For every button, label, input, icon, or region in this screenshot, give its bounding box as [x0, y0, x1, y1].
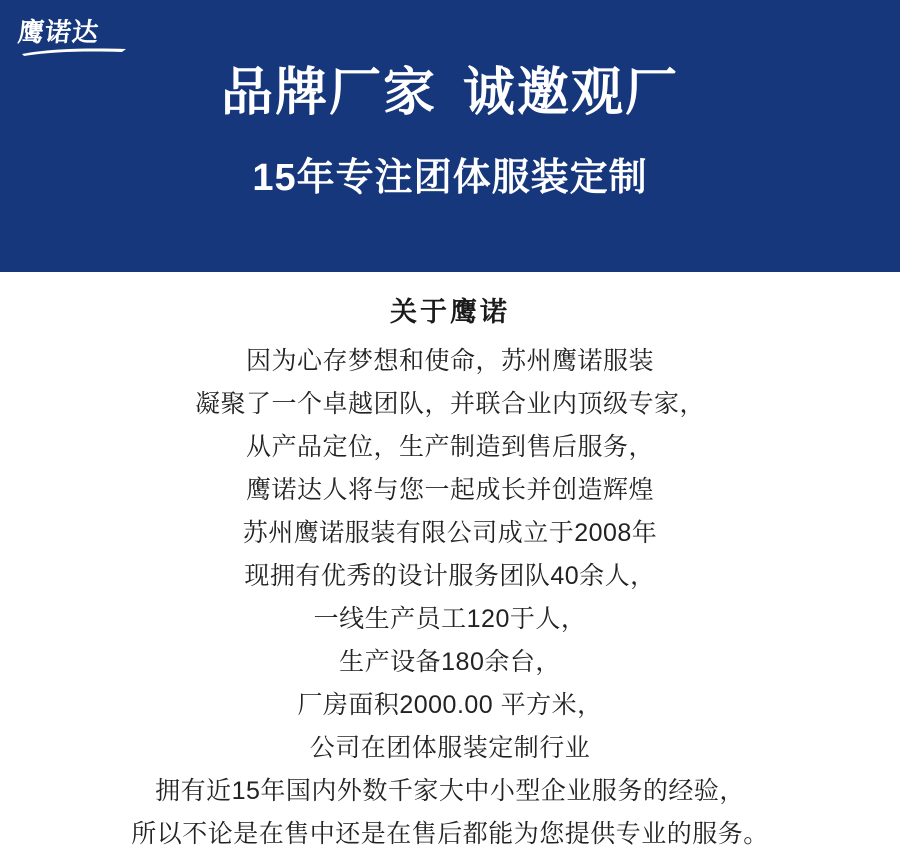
about-line: 鹰诺达人将与您一起成长并创造辉煌	[245, 476, 654, 504]
about-line: 从产品定位，生产制造到售后服务，	[245, 433, 654, 461]
about-line: 所以不论是在售中还是在售后都能为您提供专业的服务。	[131, 820, 769, 848]
about-line: 现拥有优秀的设计服务团队40余人，	[244, 562, 656, 590]
banner-title-part2: 诚邀观厂	[463, 64, 680, 122]
banner-subtitle: 15年专注团体服装定制	[252, 157, 648, 199]
about-body	[0, 340, 900, 856]
banner-title	[0, 62, 900, 124]
about-line: 一线生产员工120于人，	[313, 605, 587, 633]
banner-text-block	[0, 0, 900, 272]
about-line: 生产设备180余台，	[339, 648, 561, 676]
about-line: 凝聚了一个卓越团队，并联合业内顶级专家，	[194, 390, 705, 418]
banner-title-part1: 品牌厂家	[220, 64, 437, 122]
about-line: 拥有近15年国内外数千家大中小型企业服务的经验，	[155, 777, 745, 805]
about-heading: 关于鹰诺	[390, 297, 510, 327]
about-section	[0, 272, 900, 856]
brand-logo-text: 鹰诺达	[16, 18, 101, 47]
hero-banner	[0, 0, 900, 272]
about-line: 因为心存梦想和使命，苏州鹰诺服装	[245, 347, 654, 375]
about-line: 苏州鹰诺服装有限公司成立于2008年	[242, 519, 658, 547]
about-line: 厂房面积2000.00 平方米，	[297, 691, 603, 719]
about-line: 公司在团体服装定制行业	[309, 734, 591, 762]
